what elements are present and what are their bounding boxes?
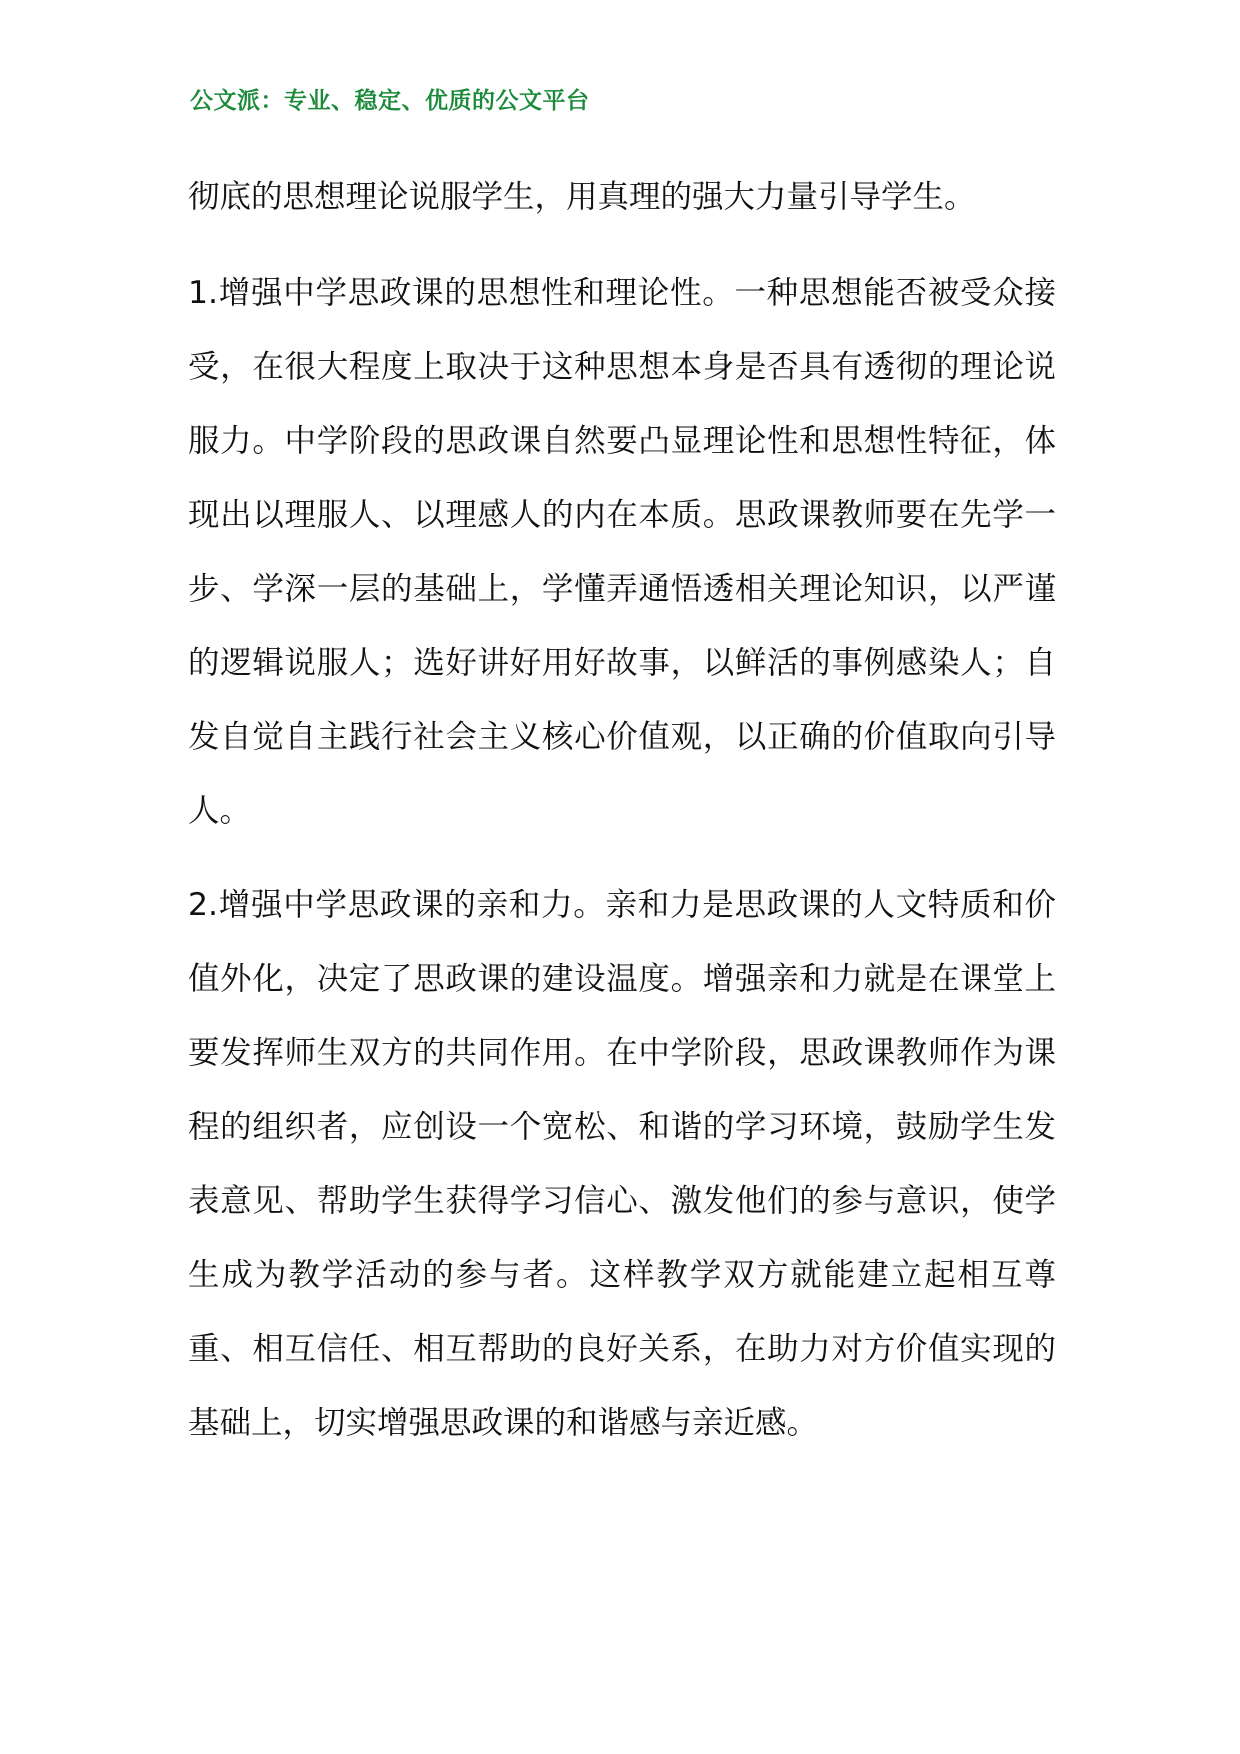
header-title: 公文派：专业、稳定、优质的公文平台: [190, 88, 590, 114]
paragraph: 彻底的思想理论说服学生，用真理的强大力量引导学生。: [188, 179, 976, 215]
paragraph: 2.增强中学思政课的亲和力。亲和力是思政课的人文特质和价值外化，决定了思政课的建设温度。增强亲和力就是在课堂上要发挥师生双方的共同作用。在中学阶段，思政课教师作为课程的组织者，应创设一个宽松、和谐的学习环境，鼓励学生发表意见、帮助学生获得学习信心、激发他们的参与意识，使学生成为教学活动的参与者。这样教学双方就能建立起相互尊重、相互信任、相互帮助的良好关系，在助力对方价值实现的基础上，切实增强思政课的和谐感与亲近感。: [188, 887, 1056, 1441]
paragraph: 1.增强中学思政课的思想性和理论性。一种思想能否被受众接受，在很大程度上取决于这种思想本身是否具有透彻的理论说服力。中学阶段的思政课自然要凸显理论性和思想性特征，体现出以理服人、以理感人的内在本质。思政课教师要在先学一步、学深一层的基础上，学懂弄通悟透相关理论知识，以严谨的逻辑说服人；选好讲好用好故事，以鲜活的事例感染人；自发自觉自主践行社会主义核心价值观，以正确的价值取向引导人。: [188, 275, 1056, 829]
